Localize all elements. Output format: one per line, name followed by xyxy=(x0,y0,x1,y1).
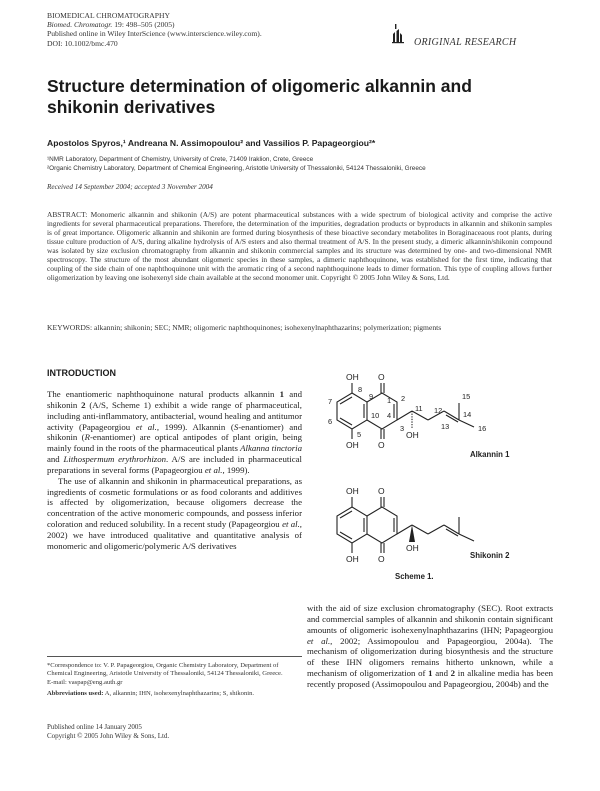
affiliations xyxy=(47,155,567,173)
section-label: ORIGINAL RESEARCH xyxy=(414,37,517,48)
correspondence-note: *Correspondence to: V. P. Papageorgiou, Organic Chemistry Laboratory, Department of Chemical Engineering, Aristotle University of Thessaloniki, 54124 Thessaloniki, Greece. xyxy=(47,662,283,678)
intro-paragraph-1: The enantiomeric naphthoquinone natural products alkannin 1 and shikonin 2 (A/S, Scheme 1) exhibit a wide range of pharmaceutical, including anti-inflammatory, antibacterial, wound healing and antitumor activity (Papageorgiou et al., 1999). Alkannin (S-enantiomer) and shikonin (R-enantiomer) are optical antipodes of plant origin, being mainly found in the roots of the pharmaceutical plants Alkanna tinctoria and Lithospermum erythrorhizon. A/S are included in pharmaceutical preparations in several forms (Papageorgiou et al., 1999). xyxy=(47,389,303,475)
affiliation-1: ¹NMR Laboratory, Department of Chemistry, University of Crete, 71409 Iraklion, Crete, Greece xyxy=(47,156,314,163)
intro-paragraph-continued: with the aid of size exclusion chromatography (SEC). Root extracts and commercial samples of alkannin and shikonin contain significant amounts of oligomeric isohexenylnaphthazarins (IHN; Papageorgiou et al., 2002; Assimopoulou and Papageorgiou, 2004a). The mechanism of oligomerization during biosynthesis and the structure of these IHN oligomers remains hitherto unknown, while a mechanism of oligomerization of 1 and 2 in alkaline media has been recently proposed (Assimopoulou and Papageorgiou, 2004b) and the xyxy=(307,603,554,689)
publisher-logo-icon xyxy=(391,22,409,44)
keywords: KEYWORDS: alkannin; shikonin; SEC; NMR; oligomeric naphthoquinones; isohexenylnaphthazarins; polymerization; pigments xyxy=(47,323,442,332)
abstract: ABSTRACT: Monomeric alkannin and shikonin (A/S) are potent pharmaceutical substances with a wide spectrum of biological activity and comprise the active ingredients for several pharmaceutical preparations. Therefore, the determination of the impurities, degradation products or byproducts in alkannin and shikonin samples is of great importance. Oligomeric alkannin and shikonin are formed during biosynthesis of these bioactive secondary metabolites in Boraginaceaous root plants, during tissue culture production of A/S, during alkaline hydrolysis of A/S esters and also thermal treatment of A/S. In the present study, a dimeric alkannin/shikonin compound was isolated by size exclusion chromatography from alkannin and shikonin commercial samples and its structure was determined by one- and two-dimensional NMR spectroscopy. The structure of the most abundant oligomeric species in these samples, a dimeric naphthoquinone, was established for the first time, indicating that coupling of the side chain of one naphthoquinone unit with the aromatic ring of a second naphthoquinone leads to dimer formation. This type of coupling allows further oligomerization by leaving one isohexenyl side chain available at the second monomer unit. Copyright © 2005 John Wiley & Sons, Ltd. xyxy=(47,210,552,283)
publication-info xyxy=(47,723,302,741)
intro-right-column xyxy=(307,603,553,690)
alkannin-structure xyxy=(322,365,522,475)
running-header xyxy=(47,11,377,48)
atom-label: O xyxy=(378,440,385,450)
svg-text:11: 11 xyxy=(415,404,423,413)
svg-text:3: 3 xyxy=(400,424,405,433)
intro-left-column xyxy=(47,389,302,552)
author-list: Apostolos Spyros,¹ Andreana N. Assimopoulou² and Vassilios P. Papageorgiou²* xyxy=(47,138,376,148)
scheme-caption: Scheme 1. xyxy=(395,572,434,581)
svg-text:O: O xyxy=(378,486,385,496)
abbreviations-note: Abbreviations used: A, alkannin; IHN, isohexenylnaphthazarins; S, shikonin. xyxy=(47,690,255,698)
atom-label: OH xyxy=(346,440,359,450)
journal-name: BIOMEDICAL CHROMATOGRAPHY xyxy=(47,11,170,20)
svg-text:OH: OH xyxy=(406,543,419,553)
atom-label: OH xyxy=(346,372,359,382)
svg-text:8: 8 xyxy=(358,385,363,394)
atom-label: OH xyxy=(406,430,419,440)
footnote-divider xyxy=(47,656,302,657)
footnotes xyxy=(47,662,302,699)
shikonin-label: Shikonin 2 xyxy=(470,551,510,560)
svg-text:OH: OH xyxy=(346,486,359,496)
svg-text:14: 14 xyxy=(463,410,472,419)
svg-text:7: 7 xyxy=(328,397,333,406)
svg-text:12: 12 xyxy=(434,406,443,415)
svg-text:OH: OH xyxy=(346,554,359,564)
affiliation-2: ²Organic Chemistry Laboratory, Department of Chemical Engineering, Aristotle University of Thessaloniki, 54124 Thessaloniki, Greece xyxy=(47,165,426,172)
email: E-mail: vaspap@eng.auth.gr xyxy=(47,678,123,686)
svg-text:1: 1 xyxy=(387,396,392,405)
svg-text:O: O xyxy=(378,554,385,564)
section-heading-introduction: INTRODUCTION xyxy=(47,368,116,378)
svg-text:4: 4 xyxy=(387,411,392,420)
alkannin-label: Alkannin 1 xyxy=(470,450,510,459)
atom-label: O xyxy=(378,372,385,382)
svg-text:13: 13 xyxy=(441,422,450,431)
copyright: Copyright © 2005 John Wiley & Sons, Ltd. xyxy=(47,732,170,740)
article-title: Structure determination of oligomeric alkannin and shikonin derivatives xyxy=(47,76,472,117)
shikonin-structure xyxy=(322,485,522,585)
svg-text:10: 10 xyxy=(371,411,380,420)
citation: Biomed. Chromatogr. 19: 498–505 (2005) xyxy=(47,20,175,30)
doi: DOI: 10.1002/bmc.470 xyxy=(47,38,118,48)
svg-text:15: 15 xyxy=(462,392,471,401)
svg-text:5: 5 xyxy=(357,430,362,439)
svg-text:2: 2 xyxy=(401,394,406,403)
svg-text:16: 16 xyxy=(478,424,487,433)
svg-text:6: 6 xyxy=(328,417,333,426)
published-date: Published online 14 January 2005 xyxy=(47,723,142,731)
received-dates: Received 14 September 2004; accepted 3 November 2004 xyxy=(47,183,213,191)
intro-paragraph-2: The use of alkannin and shikonin in pharmaceutical preparations, as ingredients of cosmetic formulations or as food colorants and additives is affected by oligomerization, because oligomers decrease the concentration of the active monomeric compounds, and possess inferior coloration and reduced solubility. In a recent study (Papageorgiou et al., 2002) we have introduced qualitative and quantitative analysis of monomeric and oligomeric/polymeric A/S derivatives xyxy=(47,475,302,551)
svg-text:9: 9 xyxy=(369,392,374,401)
published-online-note: Published online in Wiley InterScience (www.interscience.wiley.com). xyxy=(47,29,262,39)
